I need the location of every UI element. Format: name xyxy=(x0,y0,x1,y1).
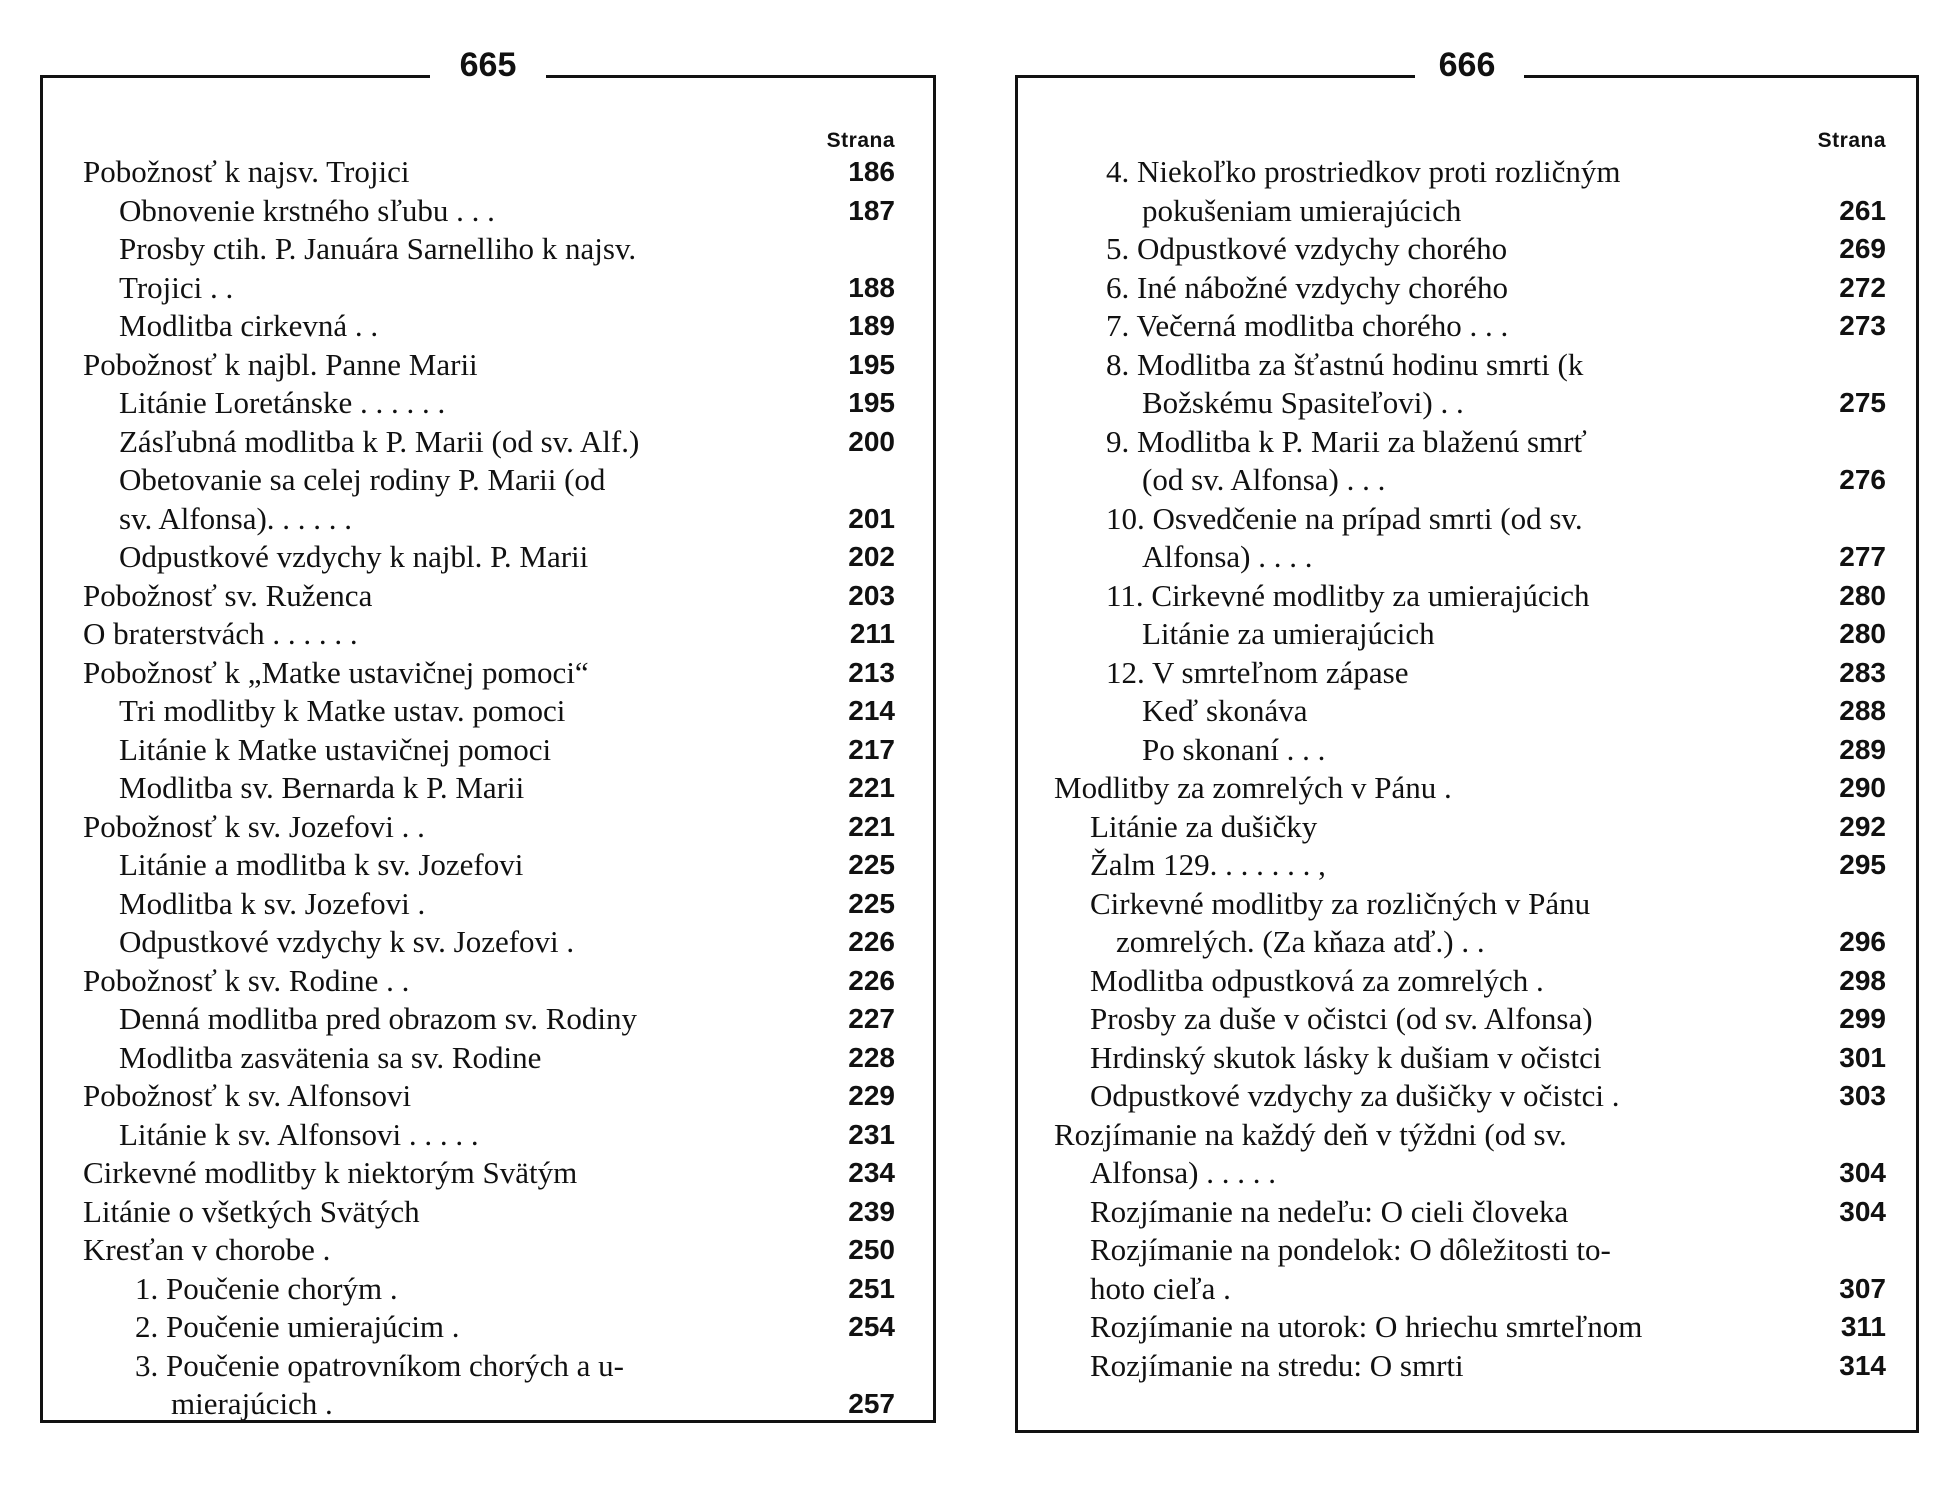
toc-entry-page: 202 xyxy=(848,541,895,572)
toc-entry xyxy=(83,1308,895,1347)
toc-entry-title: Žalm 129. . . . . . . , xyxy=(1090,847,1326,882)
toc-entry-title: Modlitba zasvätenia sa sv. Rodine xyxy=(119,1039,542,1075)
toc-entry-title: 5. Odpustkové vzdychy chorého xyxy=(1106,231,1508,266)
toc-entry-title: Keď skonáva xyxy=(1142,693,1308,728)
toc-entry-page: 298 xyxy=(1839,964,1886,996)
toc-entry-title: Pobožnosť k „Matke ustavičnej pomoci“ xyxy=(83,654,589,690)
toc-entry-page: 254 xyxy=(848,1311,895,1342)
page-header xyxy=(40,45,936,105)
toc-entry-page: 231 xyxy=(848,1118,895,1150)
toc-entry xyxy=(1054,1270,1886,1309)
toc-entry-title: Modlitba k sv. Jozefovi . xyxy=(119,885,426,921)
toc-entry-page: 269 xyxy=(1839,233,1886,264)
header-rule-right xyxy=(1524,75,1919,78)
toc-entry-title: Po skonaní . . . xyxy=(1142,731,1326,767)
toc-entries xyxy=(1054,153,1886,1385)
toc-entry xyxy=(1054,153,1886,192)
toc-entry-page: 301 xyxy=(1839,1041,1886,1073)
toc-entry xyxy=(1054,538,1886,577)
toc-entry-title: Litánie za dušičky xyxy=(1090,808,1318,844)
toc-entry-title: 3. Poučenie opatrovníkom chorých a u- xyxy=(135,1347,624,1383)
toc-entry xyxy=(83,654,895,693)
toc-entry-title: 1. Poučenie chorým . xyxy=(135,1270,398,1306)
toc-entry xyxy=(1054,1116,1886,1155)
header-rule-left xyxy=(40,75,430,78)
toc-entry xyxy=(83,192,895,231)
toc-entry-title: Litánie o všetkých Svätých xyxy=(83,1193,420,1229)
toc-entry xyxy=(83,692,895,731)
toc-entry-title: hoto cieľa . xyxy=(1090,1270,1231,1306)
toc-entry-title: Božskému Spasiteľovi) . . xyxy=(1142,385,1464,420)
toc-entry xyxy=(1054,307,1886,346)
toc-entry xyxy=(1054,692,1886,731)
toc-entry-page: 226 xyxy=(848,964,895,996)
toc-entry-title: Pobožnosť k najsv. Trojici xyxy=(83,154,410,189)
toc-entry xyxy=(1054,500,1886,539)
left-border xyxy=(40,75,43,1420)
toc-entry xyxy=(83,500,895,539)
column-header: Strana xyxy=(826,129,895,152)
toc-entry-title: Obetovanie sa celej rodiny P. Marii (od xyxy=(119,462,606,497)
toc-entry-page: 257 xyxy=(848,1388,895,1419)
toc-entry-page: 227 xyxy=(848,1003,895,1034)
toc-entry-page: 201 xyxy=(848,502,895,534)
toc-entries xyxy=(83,153,895,1424)
toc-entry xyxy=(1054,1000,1886,1039)
toc-entry xyxy=(83,846,895,885)
toc-entry-title: 7. Večerná modlitba chorého . . . xyxy=(1106,308,1509,343)
toc-entry-page: 307 xyxy=(1839,1272,1886,1304)
toc-entry-title: Zásľubná modlitba k P. Marii (od sv. Alf.) xyxy=(119,423,640,459)
toc-entry-page: 217 xyxy=(848,733,895,765)
left-page xyxy=(40,46,936,1423)
toc-entry-title: Modlitba odpustková za zomrelých . xyxy=(1090,962,1544,998)
toc-entry-page: 214 xyxy=(848,695,895,726)
toc-entry-page: 251 xyxy=(848,1272,895,1304)
toc-entry xyxy=(83,885,895,924)
toc-entry-page: 304 xyxy=(1839,1157,1886,1188)
toc-entry-page: 299 xyxy=(1839,1003,1886,1034)
toc-entry xyxy=(1054,885,1886,924)
toc-entry-page: 272 xyxy=(1839,271,1886,303)
toc-entry xyxy=(83,1270,895,1309)
toc-entry-page: 195 xyxy=(848,387,895,418)
toc-entry-page: 276 xyxy=(1839,464,1886,495)
toc-entry xyxy=(1054,731,1886,770)
toc-entry xyxy=(1054,769,1886,808)
toc-entry-title: Trojici . . xyxy=(119,269,234,305)
toc-entry-title: Odpustkové vzdychy za dušičky v očistci . xyxy=(1090,1078,1620,1113)
toc-entry-title: Rozjímanie na stredu: O smrti xyxy=(1090,1347,1464,1383)
toc-entry-title: Cirkevné modlitby k niektorým Svätým xyxy=(83,1155,578,1190)
toc-entry-page: 288 xyxy=(1839,695,1886,726)
toc-entry xyxy=(1054,1154,1886,1193)
toc-entry-page: 280 xyxy=(1839,618,1886,649)
header-rule-right xyxy=(546,75,936,78)
header-rule-left xyxy=(1015,75,1415,78)
toc-entry-title: 2. Poučenie umierajúcim . xyxy=(135,1309,460,1344)
toc-entry-page: 250 xyxy=(848,1234,895,1265)
toc-entry xyxy=(83,346,895,385)
toc-entry-title: 9. Modlitba k P. Marii za blaženú smrť xyxy=(1106,423,1587,459)
toc-entry xyxy=(1054,923,1886,962)
toc-entry-title: Hrdinský skutok lásky k dušiam v očistci xyxy=(1090,1039,1602,1075)
toc-entry xyxy=(1054,269,1886,308)
toc-entry xyxy=(1054,384,1886,423)
toc-entry xyxy=(83,1154,895,1193)
toc-entry-page: 229 xyxy=(848,1080,895,1111)
page-number: 665 xyxy=(450,45,527,85)
toc-entry-page: 273 xyxy=(1839,310,1886,341)
toc-entry-page: 311 xyxy=(1840,1311,1886,1342)
page-number: 666 xyxy=(1429,45,1506,85)
toc-entry-title: Modlitba cirkevná . . xyxy=(119,308,379,343)
toc-entry-page: 203 xyxy=(848,579,895,611)
toc-entry xyxy=(1054,1231,1886,1270)
toc-entry-title: 4. Niekoľko prostriedkov proti rozličným xyxy=(1106,154,1621,189)
toc-entry xyxy=(1054,808,1886,847)
toc-entry xyxy=(83,1039,895,1078)
toc-entry xyxy=(83,307,895,346)
toc-entry-title: Pobožnosť k sv. Jozefovi . . xyxy=(83,808,425,844)
toc-entry-title: Odpustkové vzdychy k sv. Jozefovi . xyxy=(119,924,575,959)
toc-entry-title: Pobožnosť k sv. Rodine . . xyxy=(83,962,410,998)
toc-entry-page: 239 xyxy=(848,1195,895,1227)
toc-entry-page: 290 xyxy=(1839,772,1886,803)
toc-entry-page: 213 xyxy=(848,656,895,688)
toc-entry xyxy=(1054,230,1886,269)
toc-entry-page: 225 xyxy=(848,849,895,880)
toc-entry xyxy=(83,1385,895,1424)
toc-entry-title: Litánie a modlitba k sv. Jozefovi xyxy=(119,847,524,882)
toc-entry-title: Modlitby za zomrelých v Pánu . xyxy=(1054,770,1452,805)
toc-entry xyxy=(83,615,895,654)
toc-entry xyxy=(83,731,895,770)
toc-entry-page: 189 xyxy=(848,310,895,341)
toc-entry-title: Obnovenie krstného sľubu . . . xyxy=(119,192,495,228)
toc-entry-page: 195 xyxy=(848,348,895,380)
toc-entry xyxy=(1054,1347,1886,1386)
toc-entry-page: 188 xyxy=(848,271,895,303)
toc-entry xyxy=(1054,346,1886,385)
toc-entry xyxy=(83,1193,895,1232)
toc-entry xyxy=(1054,461,1886,500)
toc-entry xyxy=(1054,423,1886,462)
toc-entry-page: 275 xyxy=(1839,387,1886,418)
toc-entry-title: 10. Osvedčenie na prípad smrti (od sv. xyxy=(1106,500,1583,536)
toc-entry-page: 226 xyxy=(848,926,895,957)
toc-entry xyxy=(83,153,895,192)
toc-list xyxy=(83,129,895,1424)
toc-entry xyxy=(1054,1193,1886,1232)
toc-entry-title: Tri modlitby k Matke ustav. pomoci xyxy=(119,693,566,728)
toc-entry xyxy=(83,1231,895,1270)
toc-entry-page: 200 xyxy=(848,425,895,457)
toc-entry-title: Rozjímanie na nedeľu: O cieli človeka xyxy=(1090,1193,1569,1229)
toc-entry-title: (od sv. Alfonsa) . . . xyxy=(1142,462,1386,497)
toc-entry-title: Rozjímanie na pondelok: O dôležitosti to- xyxy=(1090,1232,1611,1267)
toc-entry-title: sv. Alfonsa). . . . . . xyxy=(119,500,353,536)
toc-entry-title: 12. V smrteľnom zápase xyxy=(1106,654,1409,690)
toc-list xyxy=(1054,129,1886,1385)
toc-entry xyxy=(83,808,895,847)
toc-entry-page: 280 xyxy=(1839,579,1886,611)
toc-entry xyxy=(1054,615,1886,654)
toc-entry-page: 228 xyxy=(848,1041,895,1073)
toc-entry xyxy=(83,384,895,423)
toc-entry-title: Litánie Loretánske . . . . . . xyxy=(119,385,446,420)
toc-entry xyxy=(83,577,895,616)
toc-entry xyxy=(83,230,895,269)
toc-entry-page: 303 xyxy=(1839,1080,1886,1111)
toc-entry xyxy=(83,1077,895,1116)
toc-entry-page: 283 xyxy=(1839,656,1886,688)
toc-entry-page: 304 xyxy=(1839,1195,1886,1227)
toc-entry-title: Rozjímanie na každý deň v týždni (od sv. xyxy=(1054,1116,1567,1152)
toc-entry xyxy=(1054,577,1886,616)
toc-entry-title: Alfonsa) . . . . . xyxy=(1090,1155,1276,1190)
toc-entry-page: 187 xyxy=(848,194,895,226)
toc-entry xyxy=(83,1000,895,1039)
toc-entry-page: 314 xyxy=(1839,1349,1886,1381)
toc-entry-title: Kresťan v chorobe . xyxy=(83,1232,331,1267)
toc-entry-title: Litánie za umierajúcich xyxy=(1142,616,1435,651)
toc-entry-title: Alfonsa) . . . . xyxy=(1142,539,1313,574)
toc-entry-title: Pobožnosť k najbl. Panne Marii xyxy=(83,346,478,382)
toc-entry xyxy=(1054,1308,1886,1347)
toc-entry-title: Denná modlitba pred obrazom sv. Rodiny xyxy=(119,1001,637,1036)
toc-entry xyxy=(1054,1039,1886,1078)
toc-entry-page: 234 xyxy=(848,1157,895,1188)
toc-entry-title: Rozjímanie na utorok: O hriechu smrteľnom xyxy=(1090,1309,1643,1344)
left-border xyxy=(1015,75,1018,1430)
toc-entry xyxy=(83,923,895,962)
toc-entry-page: 277 xyxy=(1839,541,1886,572)
toc-entry xyxy=(83,269,895,308)
toc-entry xyxy=(83,769,895,808)
toc-entry-title: O braterstvách . . . . . . xyxy=(83,616,358,651)
toc-entry-page: 295 xyxy=(1839,849,1886,880)
toc-entry xyxy=(1054,846,1886,885)
toc-entry-page: 225 xyxy=(848,887,895,919)
toc-entry-title: Pobožnosť sv. Ruženca xyxy=(83,577,373,613)
page-header xyxy=(1015,45,1919,105)
toc-entry xyxy=(1054,654,1886,693)
toc-entry-page: 221 xyxy=(848,810,895,842)
right-border xyxy=(1916,75,1919,1430)
toc-entry-page: 292 xyxy=(1839,810,1886,842)
toc-entry-page: 261 xyxy=(1839,194,1886,226)
toc-entry-title: Odpustkové vzdychy k najbl. P. Marii xyxy=(119,539,589,574)
toc-entry-title: Pobožnosť k sv. Alfonsovi xyxy=(83,1078,412,1113)
toc-entry-title: 8. Modlitba za šťastnú hodinu smrti (k xyxy=(1106,346,1584,382)
toc-entry xyxy=(83,962,895,1001)
toc-entry-title: mierajúcich . xyxy=(171,1386,333,1421)
toc-entry-title: Prosby za duše v očistci (od sv. Alfonsa) xyxy=(1090,1001,1593,1036)
toc-entry-page: 186 xyxy=(848,156,895,187)
toc-entry-page: 221 xyxy=(848,772,895,803)
toc-entry xyxy=(1054,1077,1886,1116)
toc-entry-page: 211 xyxy=(849,618,895,649)
toc-entry-page: 289 xyxy=(1839,733,1886,765)
toc-entry-title: Litánie k Matke ustavičnej pomoci xyxy=(119,731,552,767)
right-border xyxy=(933,75,936,1420)
toc-entry-title: Prosby ctih. P. Januára Sarnelliho k najsv. xyxy=(119,231,637,266)
right-page xyxy=(1015,46,1919,1433)
toc-entry-page: 296 xyxy=(1839,926,1886,957)
toc-entry-title: 11. Cirkevné modlitby za umierajúcich xyxy=(1106,577,1590,613)
toc-entry-title: pokušeniam umierajúcich xyxy=(1142,192,1462,228)
toc-entry xyxy=(83,423,895,462)
toc-entry-title: Litánie k sv. Alfonsovi . . . . . xyxy=(119,1116,479,1152)
toc-entry xyxy=(83,1116,895,1155)
toc-entry xyxy=(83,461,895,500)
toc-entry xyxy=(83,538,895,577)
toc-entry xyxy=(83,1347,895,1386)
toc-entry xyxy=(1054,962,1886,1001)
toc-entry-title: Modlitba sv. Bernarda k P. Marii xyxy=(119,770,525,805)
toc-entry-title: Cirkevné modlitby za rozličných v Pánu xyxy=(1090,885,1591,921)
toc-entry-title: 6. Iné nábožné vzdychy chorého xyxy=(1106,269,1508,305)
column-header: Strana xyxy=(1817,129,1886,152)
toc-entry xyxy=(1054,192,1886,231)
toc-entry-title: zomrelých. (Za kňaza atď.) . . xyxy=(1116,924,1485,959)
